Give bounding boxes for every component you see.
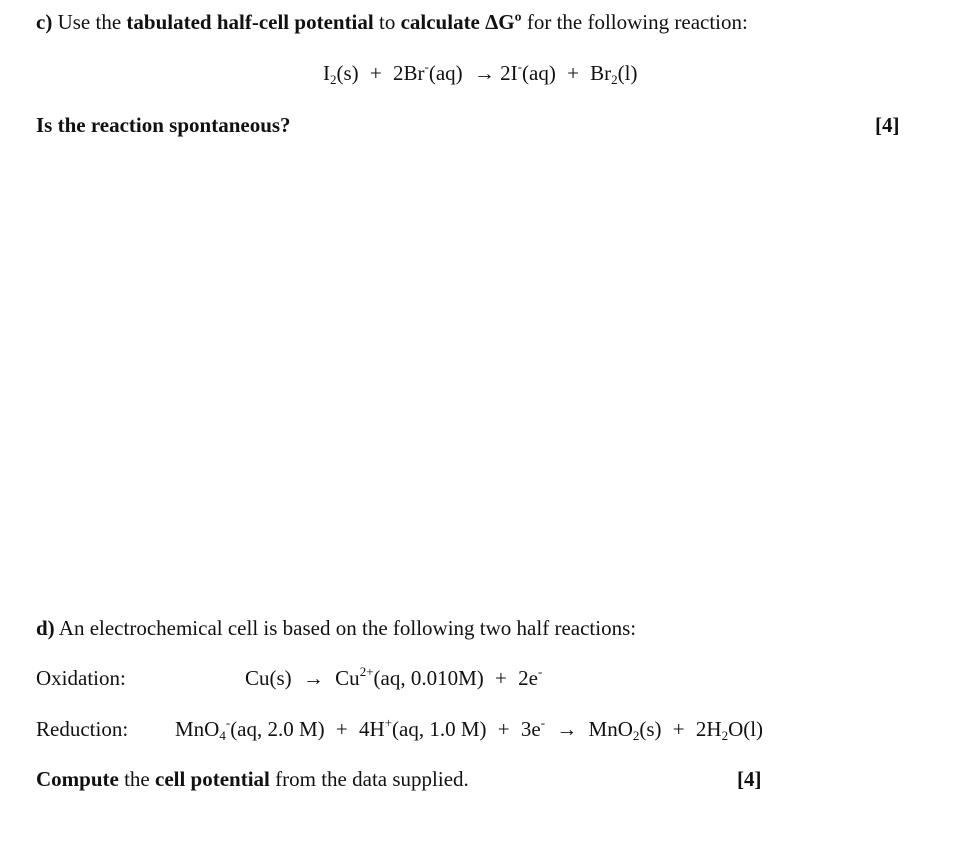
compute-instruction: Compute the cell potential from the data supplied.	[36, 767, 469, 791]
part-d-label: d)	[36, 616, 55, 640]
plus-sign: +	[567, 61, 579, 85]
part-c-label: c)	[36, 10, 53, 34]
plus-sign: +	[335, 717, 348, 741]
reactant-hydrogen-ion: 4H+(aq, 1.0 M)	[359, 715, 487, 741]
reactant-bromide: 2Br-(aq)	[393, 59, 463, 85]
plus-sign: +	[497, 717, 510, 741]
product-copper-ion: $Cu^{2+}(aq$, 0.010M)	[335, 664, 484, 690]
product-bromine: $Br_2(l)$	[590, 61, 638, 87]
plus-sign: +	[495, 666, 507, 690]
product-iodide: 2I-(aq)	[500, 59, 556, 85]
reaction-equation	[323, 60, 644, 86]
product-manganese-dioxide: MnO$_2$(s)	[588, 717, 662, 743]
product-electrons: 2e-	[518, 664, 543, 690]
plus-sign: +	[369, 61, 382, 85]
reaction-arrow: →	[473, 61, 495, 85]
reduction-equation	[175, 716, 769, 742]
reactant-copper: Cu(s)	[245, 666, 292, 690]
part-c-marks: [4]	[875, 113, 900, 137]
oxidation-equation	[245, 665, 548, 691]
oxidation-label: Oxidation:	[36, 666, 126, 690]
reactant-iodine: $I_2(s)$	[323, 61, 359, 87]
reaction-arrow: →	[302, 666, 324, 690]
reactant-electrons: 3e-	[520, 715, 546, 741]
part-d-marks: [4]	[737, 767, 762, 791]
plus-sign: +	[672, 717, 685, 741]
part-c-intro: c) Use the tabulated half-cell potential to calculate ΔGº for the following reaction:	[36, 10, 748, 34]
reactant-permanganate: MnO$_4$-(aq, 2.0 M)	[175, 715, 325, 743]
reduction-label: Reduction:	[36, 717, 129, 741]
reaction-arrow: →	[556, 717, 578, 741]
spontaneity-question: Is the reaction spontaneous?	[36, 113, 291, 137]
product-water: $2H_2O(l)$	[695, 717, 764, 743]
part-d-intro: d) An electrochemical cell is based on the following two half reactions:	[36, 616, 637, 640]
